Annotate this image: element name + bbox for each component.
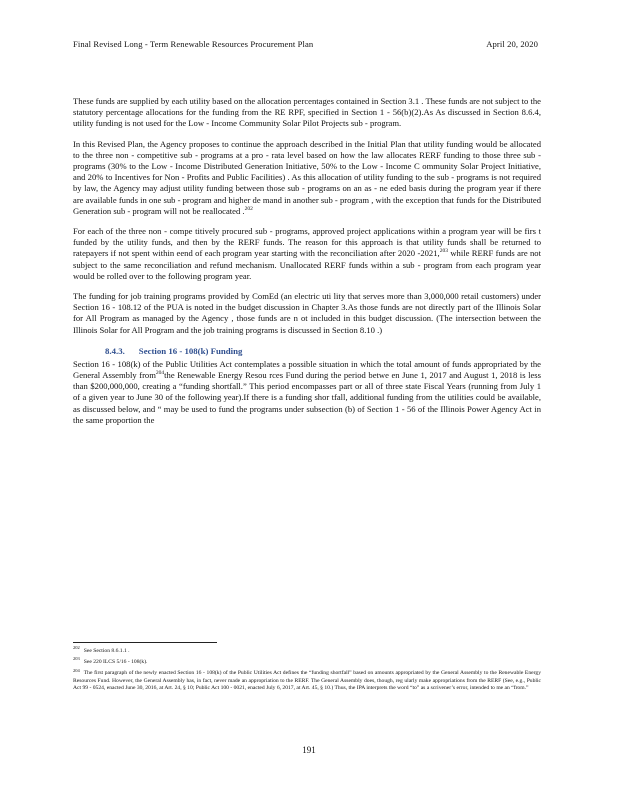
footnote-number: 202 — [73, 645, 80, 651]
footnote-ref-204[interactable]: 204 — [155, 370, 165, 377]
paragraph-funds-supply — [73, 96, 541, 130]
section-number: 8.4.3. — [105, 345, 125, 356]
footnote-ref-202[interactable]: 202 — [244, 205, 253, 212]
footnote-ref-203[interactable]: 203 — [439, 248, 448, 255]
footnote-text: See Section 8.6.1.1 . — [83, 648, 130, 654]
footnote-text: See 220 ILCS 5/16 - 108(k). — [83, 659, 148, 666]
paragraph-text-continued: while RERF funds are not subject to the same reconciliation and refund mechanism. Unallocated RERF funds within a sub - program from each program year would be rolled over to the following program year. — [73, 248, 541, 281]
body-text — [73, 96, 541, 426]
paragraph-text-continued: the Renewable Energy Resou rces Fund during the period betwe en June 1, 2017 and August 1, 2018 is less than $200,000,000, creating a “funding shortfall.” This period encompasses part or all of three state Fiscal Years (running from July 1 of a given year to June 30 of the following year).If there is a funding shor tfall, additional funding from the utilities could be available, as discussed below, and “ may be used to fund the programs under subsection (b) of Section 1 - 56 of the Illinois Power Agency Act in the same proportion the — [73, 370, 541, 425]
paragraph-revised-plan — [73, 139, 541, 217]
page-number: 191 — [302, 745, 316, 755]
section-title: Section 16 - 108(k) Funding — [138, 345, 243, 356]
paragraph-text: Section 16 - 108(k) of the Public Utilities Act contemplates a possible situation in which the total amount of funds appropriated by the General Assembly from — [73, 358, 541, 381]
footnote-202 — [73, 645, 541, 655]
paragraph-text: These funds are supplied by each utility based on the allocation percentages contained in Section 3.1 . These funds are not subject to the statutory percentage allocations for the funding from the RE RPF, specified in Section 1 - 56(b)(2).As As discussed in Section 8.6.4, utility funding is not used for the Low - Income Community Solar Pilot Projects sub - program. — [73, 96, 541, 129]
paragraph-text: In this Revised Plan, the Agency proposes to continue the approach described in the Initial Plan that utility funding would be allocated to the three non - competitive sub - programs at a pro - rata level based on how the law allocates RERF funding to those three sub - programs (30% to the Low - Income Distributed Generation Initiative, 50% to the Low - Income C ommunity Solar Project Initiative, and 20% to Incentives for Non - Profits and Public Facilities) . As this allocation of utility funding to the sub - programs is not required by law, the Agency may adjust utility funding between those sub - programs on an as - ne eded basis during the program year if there are available funds in one sub - program and higher de mand in another sub - program , with the exception that funds for the Distributed Generation sub - program will not be reallocated . — [73, 138, 541, 216]
paragraph-job-training — [73, 291, 541, 336]
footnote-text: The first paragraph of the newly enacted Section 16 - 108(k) of the Public Utilities Act defines the “funding shortfall” based on amounts appropriated by the General Assembly to the Renewable Energy Resources Fund. However, the General Assembly has, in fact, never made an appropriation to the RERF. The General Assembly does, though, reg ularly make appropriations from the RERF (See, e.g., Public Act 99 - 0524, enacted June 30, 2016, at Art. 24, § 10; Public Act 100 - 0021, enacted July 6, 2017, at Art. 45, § 10.) Thus, the IPA interprets the word “to” as a scrivener’s error, intended to me an “from.” — [73, 670, 541, 691]
running-header-date: April 20, 2020 — [486, 39, 538, 49]
footnote-number: 204 — [73, 667, 80, 673]
paragraph-text: For each of the three non - compe titively procured sub - programs, approved project applications within a program year will be firs t funded by the utility funds, and then by the RERF funds. The reason for this approach is that utility funds shall be returned to ratepayers if not spent within eend of each program year starting with the reconciliation after 2020 -2021, — [73, 226, 541, 259]
footnote-204 — [73, 667, 541, 692]
footnotes — [73, 645, 541, 696]
paragraph-section-16-108k — [73, 359, 541, 426]
footnote-203 — [73, 656, 541, 666]
section-heading — [105, 345, 541, 357]
running-header-title: Final Revised Long - Term Renewable Resources Procurement Plan — [73, 39, 314, 49]
footnote-divider — [73, 642, 217, 643]
paragraph-text: The funding for job training programs provided by ComEd (an electric uti lity that serves more than 3,000,000 retail customers) under Section 16 - 108.12 of the PUA is noted in the budget discussion in Chapter 3.As those funds are not directly part of the Illinois Solar for All Program as managed by the Agency , those funds are n ot included in this budget discussion. (The intersection between the Illinois Solar for All Program and the job training programs is discussed in Section 8.10 .) — [73, 291, 541, 335]
paragraph-non-competitive — [73, 226, 541, 282]
footnote-number: 203 — [73, 656, 80, 662]
